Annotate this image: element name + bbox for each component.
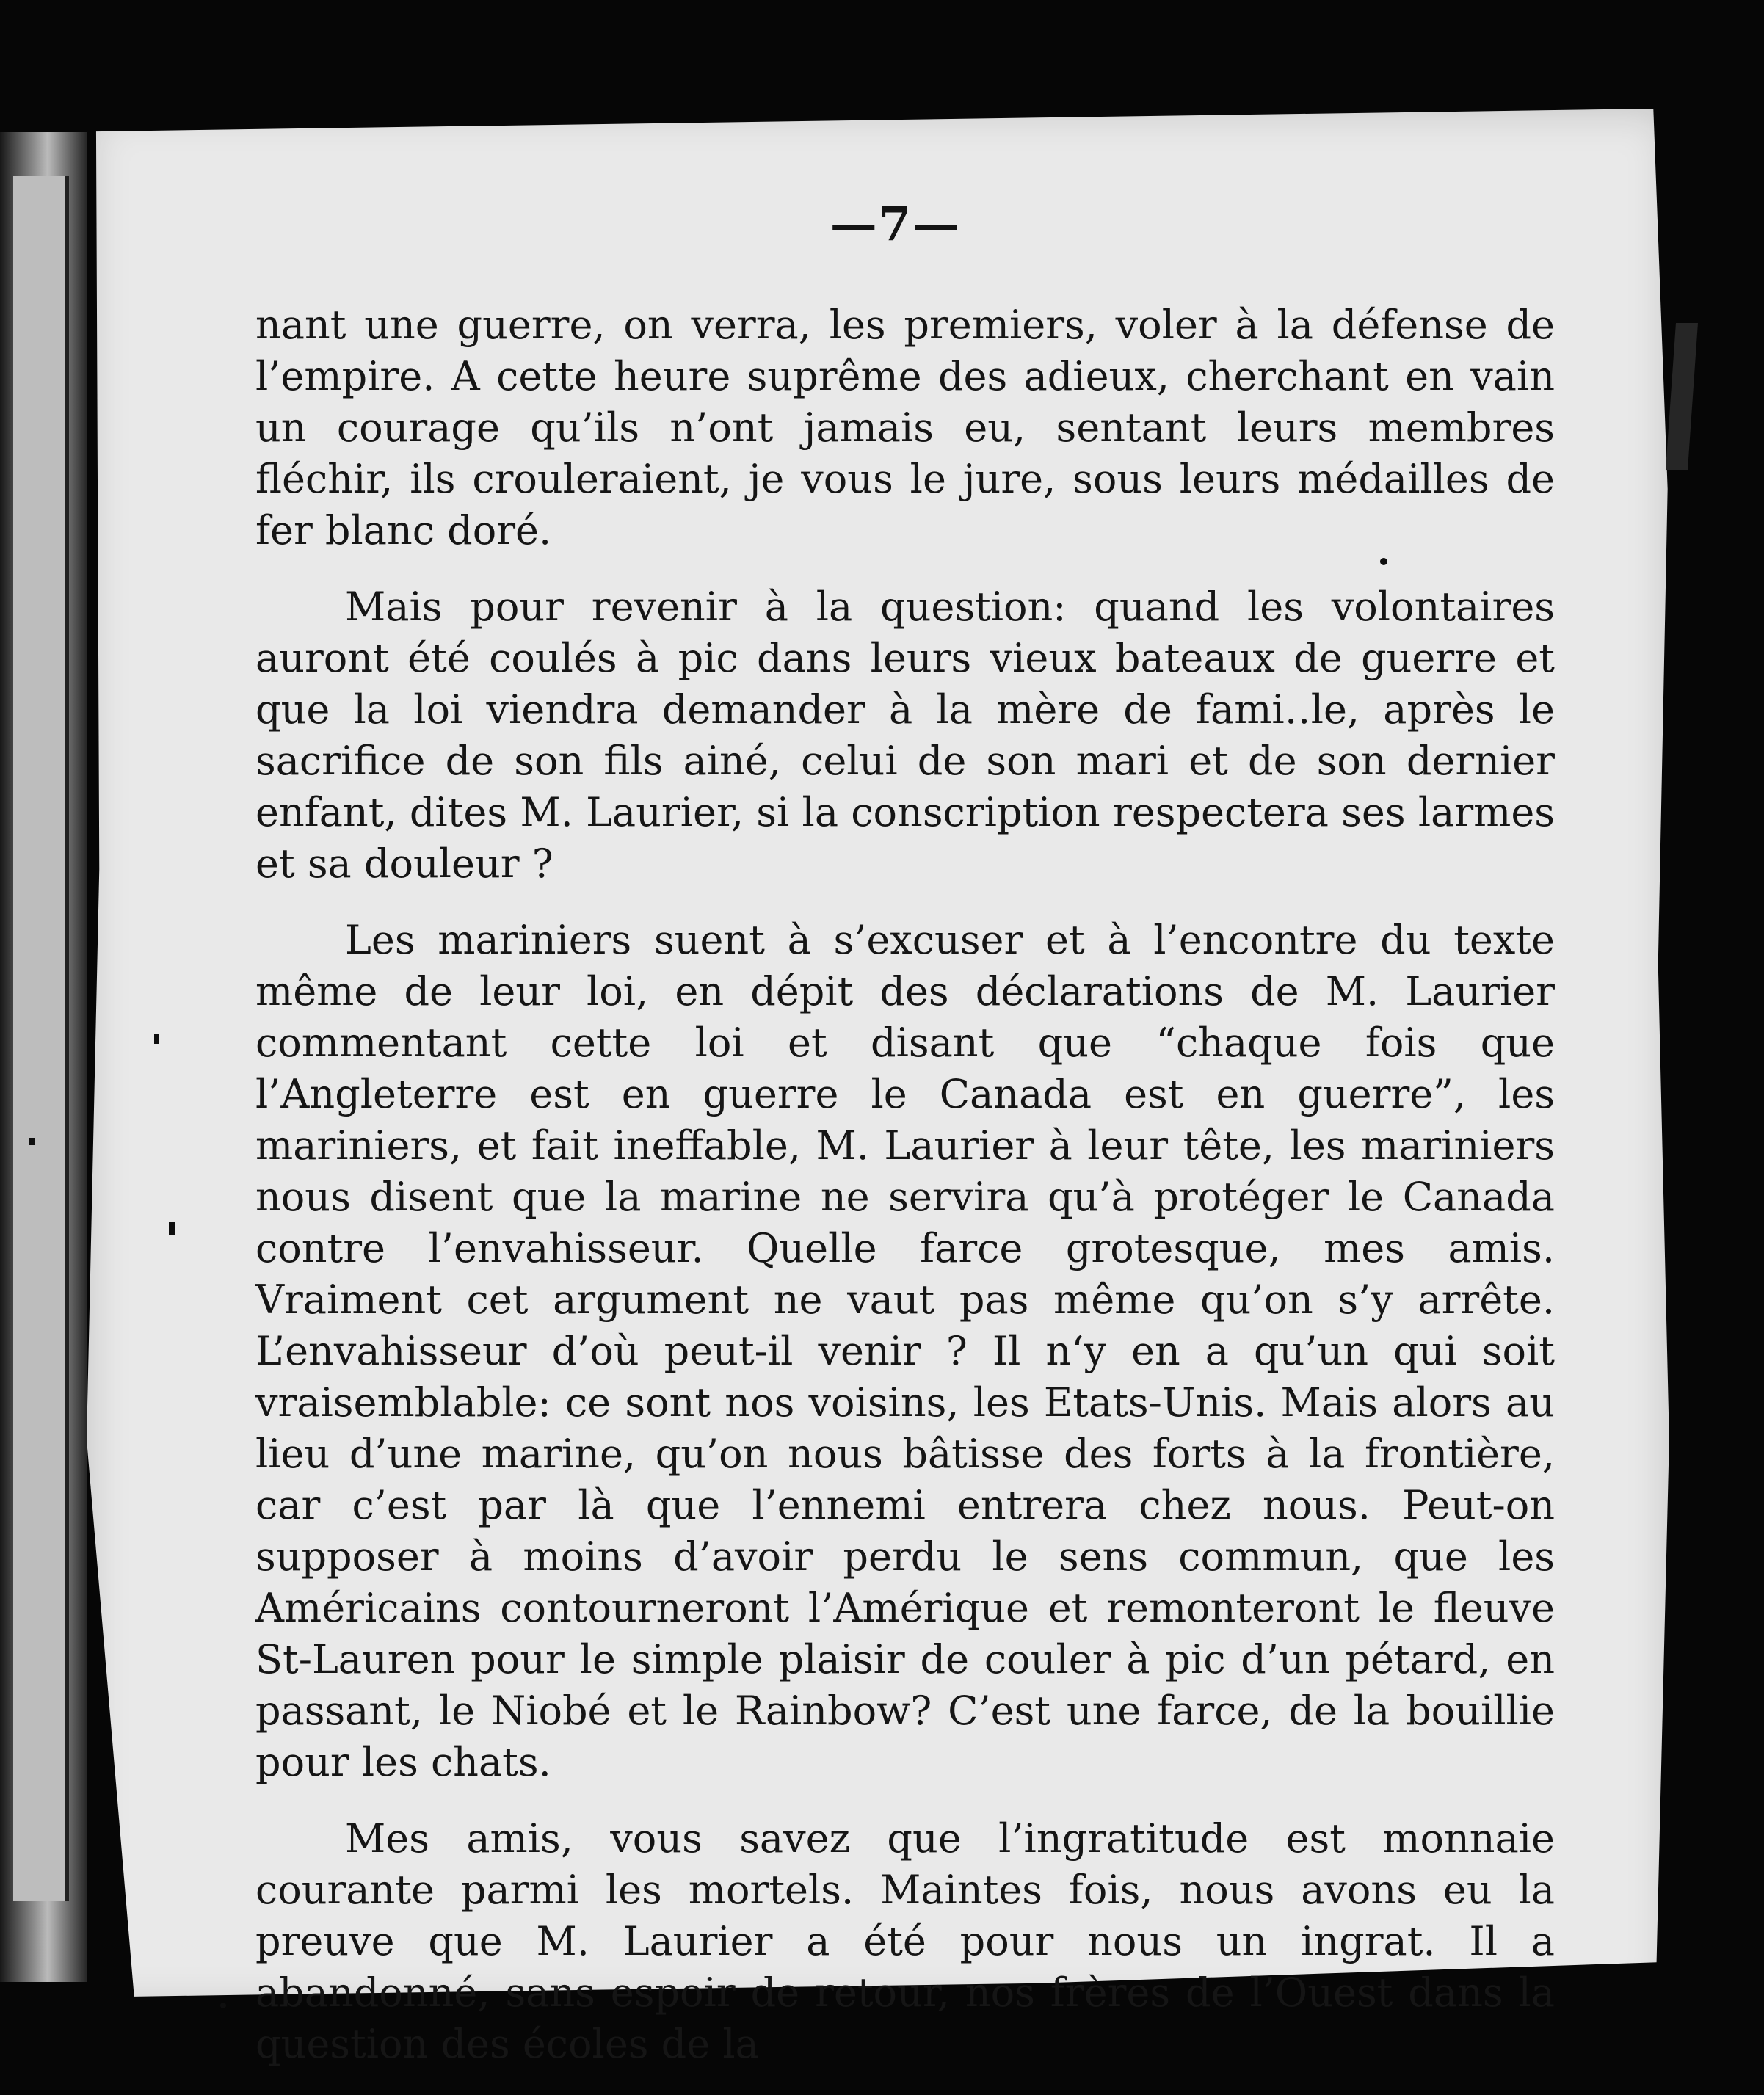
paragraph-1: nant une guerre, on verra, les premiers, voler à la défense de l’empire. A cette heure suprême des adieux, cherchant en vain un courage qu’ils n’ont jamais eu, sentant leurs membres fléchir, ils crouleraient, je vous le jure, sous leurs médailles de fer blanc doré. <box>255 302 1555 553</box>
body-text <box>255 299 1555 2095</box>
left-page-margin <box>13 176 69 1901</box>
paragraph-4: Mes amis, vous savez que l’ingratitude est monnaie courante parmi les mortels. Maintes fois, nous avons eu la preuve que M. Laurier a été pour nous un ingrat. Il a abandonné, sans espoir de retour, nos frères de l’Ouest dans la question des écoles de la <box>255 1815 1555 2067</box>
paragraph-2: Mais pour revenir à la question: quand les volontaires auront été coulés à pic dans leurs vieux bateaux de guerre et que la loi viendra demander à la mère de fami‥le, après le sacrifice de son fils ainé, celui de son mari et de son dernier enfant, dites M. Laurier, si la conscription respectera ses larmes et sa douleur ? <box>255 584 1555 887</box>
page-tear-mark <box>1666 323 1698 470</box>
paragraph-3: Les mariniers suent à s’excuser et à l’encontre du texte même de leur loi, en dépit des déclarations de M. Laurier commentant cette loi et disant que “chaque fois que l’Angleterre est en guerre le Canada est en guerre”, les mariniers, et fait ineffable, M. Laurier à leur tête, les mariniers nous disent que la marine ne servira qu’à protéger le Canada contre l’envahisseur. Quelle farce grotesque, mes amis. Vraiment cet argument ne vaut pas même qu’on s’y arrête. L’envahisseur d’où peut-il venir ? Il n‘y en a qu’un qui soit vraisemblable: ce sont nos voisins, les Etats-Unis. Mais alors au lieu d’une marine, qu’on nous bâtisse des forts à la frontière, car c’est par là que l’ennemi entrera chez nous. Peut-on supposer à moins d’avoir perdu le sens commun, que les Américains contourneront l’Amérique et remonteront le fleuve St-Lauren pour le simple plaisir de couler à pic d’un pétard, en passant, le Niobé et le Rainbow? C’est une farce, de la bouillie pour les chats. <box>255 917 1555 1785</box>
page-number: —7— <box>830 197 962 252</box>
